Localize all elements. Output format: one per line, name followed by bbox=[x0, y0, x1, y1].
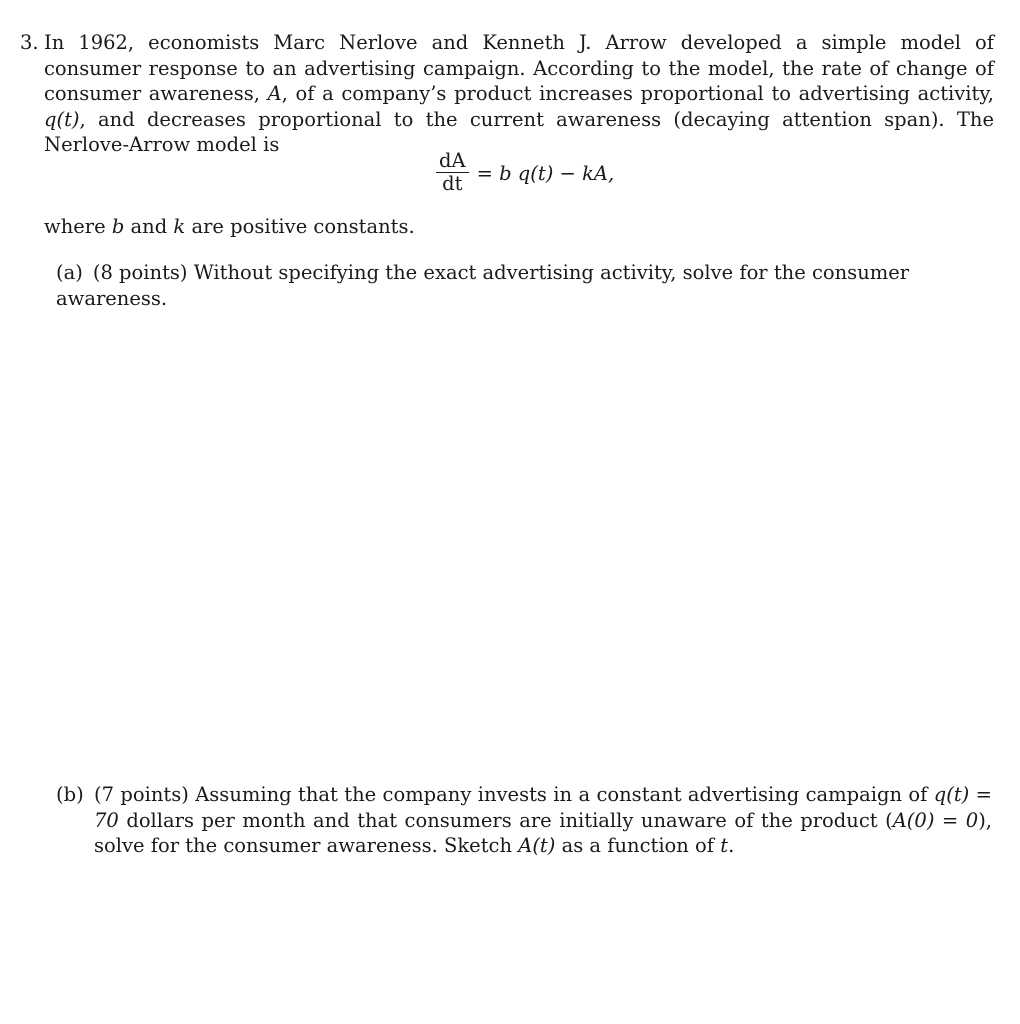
part-b-text-1: (7 points) Assuming that the company invests in a constant advertising campaign of bbox=[94, 783, 934, 806]
var-A: A bbox=[267, 82, 282, 105]
fraction-numerator: dA bbox=[439, 149, 466, 172]
equation-rhs: = b q(t) − kA, bbox=[476, 162, 615, 185]
part-a bbox=[56, 260, 996, 311]
part-b-label: (b) bbox=[56, 783, 84, 806]
var-q-value: q(t) = 70 bbox=[94, 783, 992, 832]
problem-intro bbox=[44, 30, 994, 158]
problem-number: 3. bbox=[20, 31, 39, 54]
where-text-1: where bbox=[44, 215, 112, 238]
var-b: b bbox=[111, 215, 125, 238]
equation bbox=[436, 150, 614, 195]
var-k: k bbox=[173, 215, 186, 238]
part-b-text-3: ), solve for the consumer awareness. Sketch bbox=[94, 808, 992, 857]
part-b-text-5: . bbox=[728, 834, 735, 857]
intro-text-1: In 1962, economists Marc Nerlove and Kenneth J. Arrow developed a simple model of consumer response to an advertising campaign. According to the model, the rate of change of consumer awareness, bbox=[44, 31, 994, 105]
part-b-text-4: as a function of bbox=[555, 834, 721, 857]
part-b-text-2: dollars per month and that consumers are initially unaware of the product ( bbox=[118, 808, 893, 832]
where-text-3: are positive constants. bbox=[185, 215, 415, 238]
fraction bbox=[436, 150, 469, 195]
var-t: t bbox=[720, 834, 729, 857]
intro-text-3: , and decreases proportional to the current awareness (decaying attention span). The Nerlove-Arrow model is bbox=[44, 107, 994, 156]
fraction-denominator: dt bbox=[442, 172, 463, 195]
part-b bbox=[94, 782, 992, 859]
where-text-2: and bbox=[124, 215, 174, 238]
var-At: A(t) bbox=[518, 834, 556, 857]
var-qt: q(t) bbox=[44, 107, 80, 131]
where-line bbox=[44, 214, 415, 240]
part-a-label: (a) bbox=[56, 261, 83, 284]
var-A0: A(0) = 0 bbox=[892, 808, 979, 832]
part-a-text: (8 points) Without specifying the exact advertising activity, solve for the consumer awareness. bbox=[56, 261, 910, 310]
intro-text-2: , of a company’s product increases proportional to advertising activity, bbox=[281, 82, 994, 105]
